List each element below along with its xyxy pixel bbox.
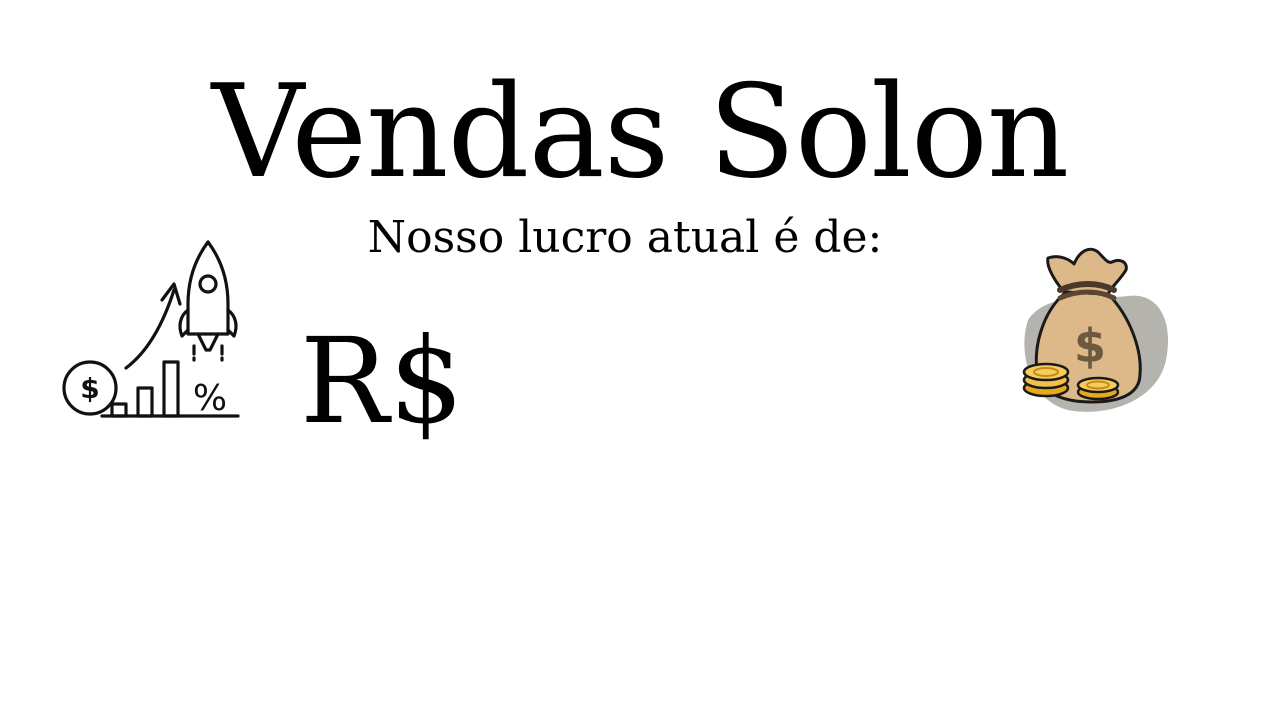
- page-title: Vendas Solon: [211, 58, 1069, 207]
- growth-rocket-chart-icon: [60, 238, 242, 424]
- svg-text:$: $: [80, 372, 100, 405]
- currency-symbol: R$: [300, 312, 464, 450]
- money-bag-icon: [1008, 240, 1174, 416]
- profit-subtitle: Nosso lucro atual é de:: [367, 212, 883, 263]
- svg-text:$: $: [1073, 319, 1107, 373]
- svg-text:%: %: [192, 378, 228, 419]
